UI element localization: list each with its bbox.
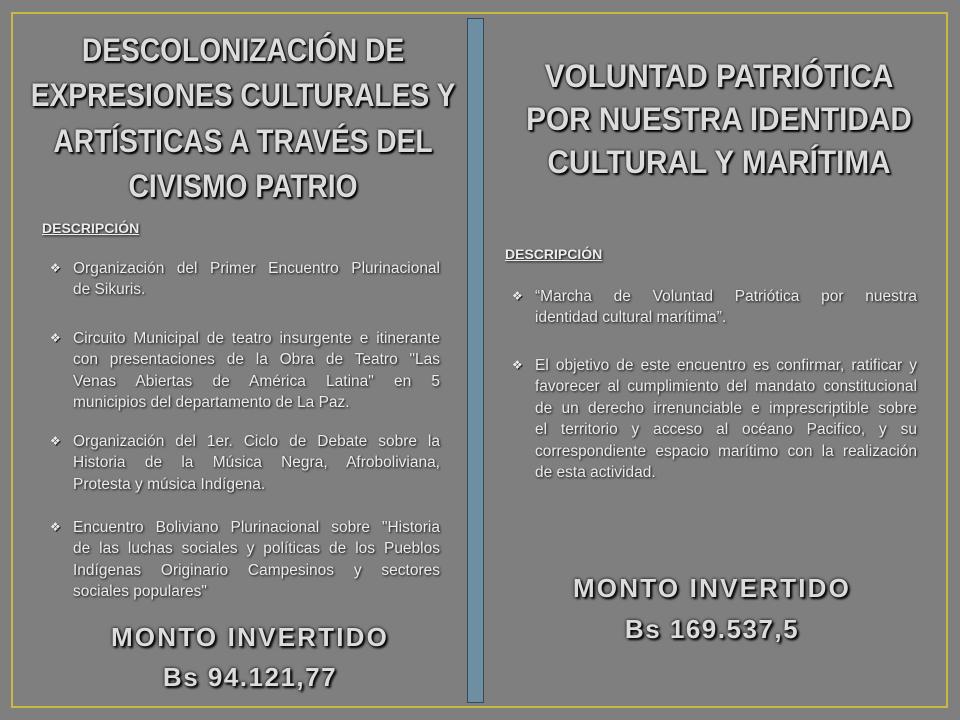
four-diamond-bullet-icon [512, 286, 523, 307]
title-line: CULTURAL Y MARÍTIMA [547, 143, 891, 180]
bullet-line: Organización del 1er. Ciclo de Debate sobre la [73, 433, 440, 450]
title-line: POR NUESTRA IDENTIDAD [526, 100, 912, 137]
title-line: CIVISMO PATRIO [128, 168, 358, 205]
bullet-text [535, 355, 917, 483]
left-description-heading: DESCRIPCIÓN [42, 220, 140, 236]
right-description-heading: DESCRIPCIÓN [505, 246, 603, 262]
left-bullet-3 [50, 431, 440, 495]
left-amount-label: MONTO INVERTIDO [110, 622, 390, 652]
bullet-line: “Marcha de Voluntad Patriótica por nuestra [535, 288, 917, 305]
bullet-line: municipios del departamento de La Paz. [73, 394, 350, 412]
four-diamond-bullet-icon [50, 431, 61, 452]
bullet-line: Encuentro Boliviano Plurinacional sobre "Historia [73, 519, 440, 536]
bullet-line: Organización del Primer Encuentro Plurinacional [73, 260, 440, 277]
right-amount-label: MONTO INVERTIDO [572, 573, 852, 603]
four-diamond-bullet-icon [50, 328, 61, 349]
bullet-text [535, 286, 917, 329]
bullet-text [73, 517, 440, 603]
four-diamond-bullet-icon [50, 258, 61, 279]
title-line: EXPRESIONES CULTURALES Y [30, 77, 456, 114]
four-diamond-bullet-icon [50, 517, 61, 538]
left-bullet-2 [50, 328, 440, 414]
bullet-line: el territorio y acceso al océano Pacifico, y su [535, 421, 917, 439]
bullet-line: de las luchas sociales y políticas de los Pueblos [73, 540, 440, 558]
left-bullet-1 [50, 258, 440, 301]
bullet-text [73, 431, 440, 495]
bullet-line: Venas Abiertas de América Latina" en 5 [73, 372, 440, 390]
title-line: DESCOLONIZACIÓN DE [81, 31, 405, 68]
left-amount-value: Bs 94.121,77 [162, 662, 338, 692]
bullet-line: con presentaciones de la Obra de Teatro "Las [73, 351, 440, 369]
title-line: ARTÍSTICAS A TRAVÉS DEL [53, 122, 433, 159]
bullet-line: Protesta y música Indígena. [73, 475, 266, 493]
bullet-line: identidad cultural marítima”. [535, 309, 727, 327]
right-amount-value: Bs 169.537,5 [624, 614, 800, 644]
left-bullet-4 [50, 517, 440, 603]
bullet-line: correspondiente espacio marítimo con la realización [535, 442, 917, 460]
bullet-line: de esta actividad. [535, 463, 656, 481]
bullet-line: de Sikuris. [73, 281, 146, 299]
title-line: VOLUNTAD PATRIÓTICA [544, 57, 894, 94]
column-divider [467, 18, 484, 703]
right-bullet-2 [512, 355, 917, 483]
bullet-line: favorecer al cumplimiento del mandato constitucional [535, 378, 917, 396]
bullet-line: Circuito Municipal de teatro insurgente e itinerante [73, 330, 440, 347]
bullet-line: Indígenas Originario Campesinos y sectores [73, 561, 440, 579]
four-diamond-bullet-icon [512, 355, 523, 376]
bullet-line: de un derecho irrenunciable e imprescriptible sobre [535, 399, 917, 417]
bullet-line: sociales populares" [73, 583, 207, 601]
bullet-line: Historia de la Música Negra, Afroboliviana, [73, 454, 440, 472]
bullet-text [73, 328, 440, 414]
bullet-line: El objetivo de este encuentro es confirmar, ratificar y [535, 357, 917, 374]
right-bullet-1 [512, 286, 917, 329]
bullet-text [73, 258, 440, 301]
